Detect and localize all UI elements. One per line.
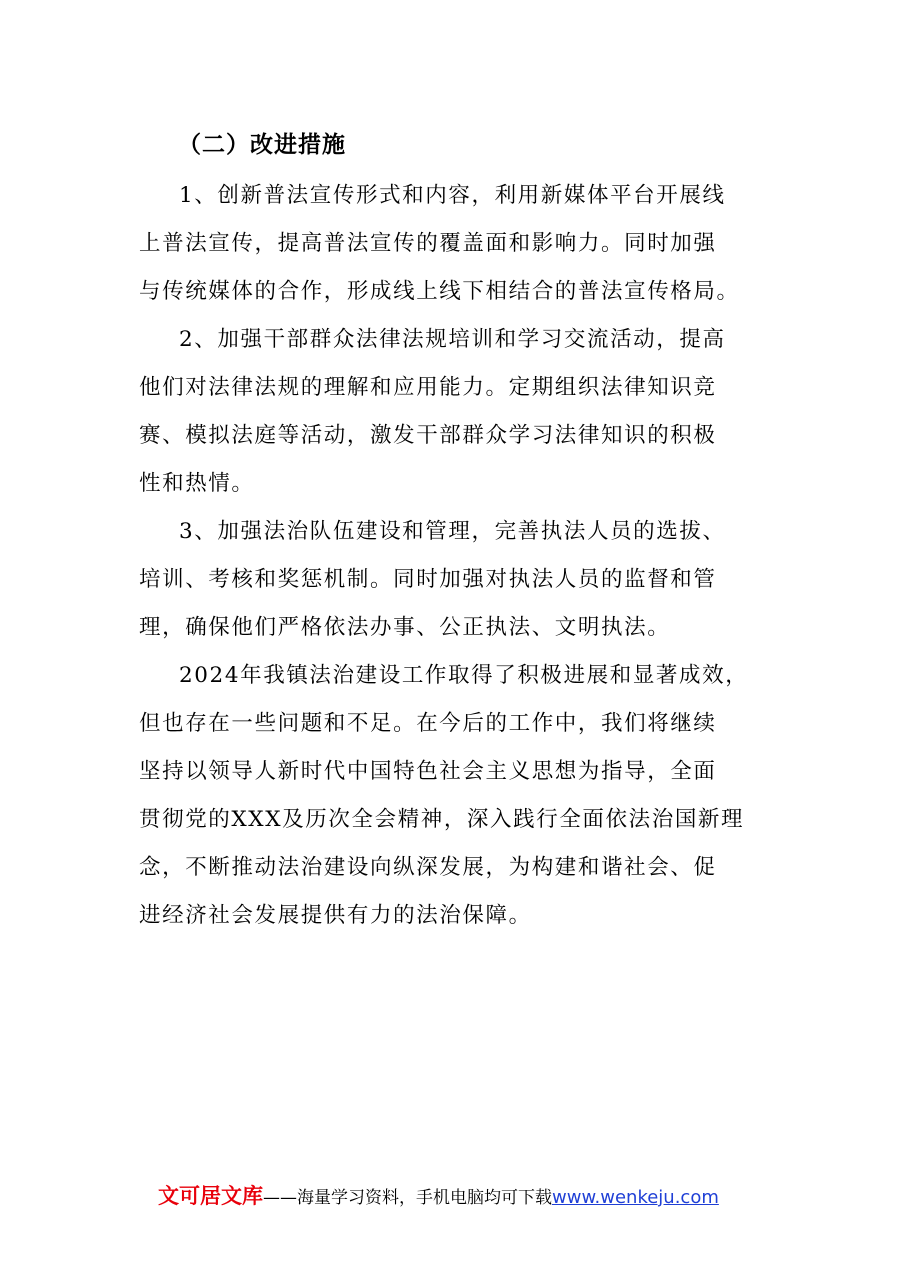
paragraph-line: 理，确保他们严格依法办事、公正执法、文明执法。: [139, 615, 671, 640]
paragraph-improvement-1: [139, 172, 779, 316]
paragraph-line: 贯彻党的XXX及历次全会精神，深入践行全面依法治国新理: [139, 807, 745, 832]
paragraph-line: 2024年我镇法治建设工作取得了积极进展和显著成效，: [179, 663, 749, 688]
footer-website-link[interactable]: www.wenkeju.com: [552, 1187, 719, 1208]
paragraph-line: 性和热情。: [139, 471, 255, 496]
paragraph-line: 进经济社会发展提供有力的法治保障。: [139, 903, 532, 928]
paragraph-line: 与传统媒体的合作，形成线上线下相结合的普法宣传格局。: [139, 279, 740, 304]
paragraph-line: 念，不断推动法治建设向纵深发展，为构建和谐社会、促: [139, 855, 717, 880]
paragraph-line: 2、加强干部群众法律法规培训和学习交流活动，提高: [179, 327, 726, 352]
paragraph-improvement-3: [139, 508, 779, 652]
paragraph-conclusion: [139, 652, 779, 940]
paragraph-improvement-2: [139, 316, 779, 508]
paragraph-line: 上普法宣传，提高普法宣传的覆盖面和影响力。同时加强: [139, 231, 717, 256]
paragraph-line: 3、加强法治队伍建设和管理，完善执法人员的选拔、: [179, 519, 726, 544]
page-footer: [158, 1180, 719, 1214]
paragraph-line: 但也存在一些问题和不足。在今后的工作中，我们将继续: [139, 711, 717, 736]
paragraph-line: 1、创新普法宣传形式和内容，利用新媒体平台开展线: [179, 183, 726, 208]
paragraph-line: 培训、考核和奖惩机制。同时加强对执法人员的监督和管: [139, 567, 717, 592]
footer-tagline: ——海量学习资料，手机电脑均可下载: [263, 1188, 552, 1208]
section-heading: （二）改进措施: [178, 131, 346, 158]
paragraph-line: 赛、模拟法庭等活动，激发干部群众学习法律知识的积极: [139, 423, 717, 448]
paragraph-line: 坚持以领导人新时代中国特色社会主义思想为指导，全面: [139, 759, 717, 784]
footer-brand: 文可居文库: [158, 1184, 263, 1208]
paragraph-line: 他们对法律法规的理解和应用能力。定期组织法律知识竞: [139, 375, 717, 400]
